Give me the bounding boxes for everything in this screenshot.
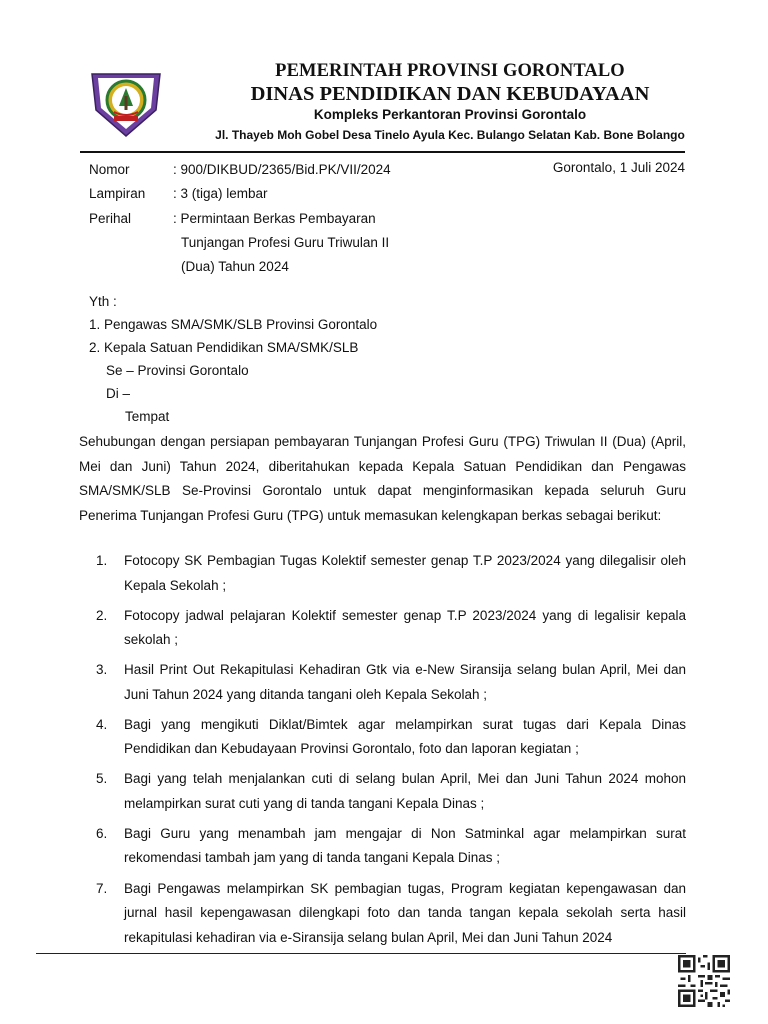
list-item (96, 877, 686, 951)
list-item-number: 3. (96, 662, 108, 678)
letter-meta (89, 157, 689, 280)
perihal-continuation-1: Tunjangan Profesi Guru Triwulan II (181, 234, 390, 250)
list-item (96, 822, 686, 871)
addressee-tempat: Tempat (125, 409, 170, 424)
list-item-text: Bagi yang telah menjalankan cuti di selang bulan April, Mei dan Juni Tahun 2024 mohon melampirkan surat cuti yang di tanda tangani Kepala Dinas ; (124, 771, 686, 811)
agency-name: DINAS PENDIDIKAN DAN KEBUDAYAAN (250, 83, 650, 105)
list-item-text: Fotocopy jadwal pelajaran Kolektif semester genap T.P 2023/2024 yang di legalisir kepala sekolah ; (124, 607, 686, 648)
lampiran-row (89, 182, 689, 207)
government-name: PEMERINTAH PROVINSI GORONTALO (275, 61, 625, 81)
perihal-row (89, 206, 689, 231)
letterhead-divider (80, 151, 685, 153)
perihal-label: Perihal (89, 210, 132, 226)
qr-code-icon (678, 955, 730, 1007)
requirements-list (96, 549, 686, 956)
list-item-text: Bagi yang mengikuti Diklat/Bimtek agar melampirkan surat tugas dari Kepala Dinas Pendidikan dan Kebudayaan Provinsi Gorontalo, foto dan laporan kegiatan ; (124, 716, 686, 757)
list-item-text: Bagi Guru yang menambah jam mengajar di Non Satminkal agar melampirkan surat rekomendasi tambah jam yang di tanda tangani Kepala Dinas ; (124, 825, 686, 866)
lampiran-value: : 3 (tiga) lembar (173, 186, 268, 202)
list-item (96, 767, 686, 816)
office-address: Jl. Thayeb Moh Gobel Desa Tinelo Ayula Kec. Bulango Selatan Kab. Bone Bolango (215, 128, 685, 142)
list-item-number: 2. (96, 607, 108, 623)
list-item (96, 713, 686, 762)
list-item-number: 7. (96, 880, 108, 896)
nomor-label: Nomor (89, 161, 130, 177)
list-item (96, 658, 686, 707)
footer-divider (36, 953, 686, 954)
perihal-continuation-2: (Dua) Tahun 2024 (181, 259, 289, 274)
list-item-number: 1. (96, 553, 108, 568)
addressee-di: Di – (106, 386, 131, 401)
addressee-block (89, 290, 377, 428)
yth-label: Yth : (89, 294, 117, 309)
list-item-number: 6. (96, 825, 108, 841)
addressee-item-1: 1. Pengawas SMA/SMK/SLB Provinsi Gorontalo (89, 317, 378, 332)
list-item-text: Hasil Print Out Rekapitulasi Kehadiran Gtk via e-New Siransija selang bulan April, Mei dan Juni Tahun 2024 yang ditanda tangani oleh Kepala Sekolah ; (124, 662, 686, 702)
list-item-number: 5. (96, 771, 108, 787)
list-item (96, 549, 686, 598)
nomor-value: : 900/DIKBUD/2365/Bid.PK/VII/2024 (173, 161, 391, 177)
addressee-region: Se – Provinsi Gorontalo (106, 363, 249, 378)
list-item-number: 4. (96, 716, 108, 732)
lampiran-label: Lampiran (89, 186, 146, 202)
province-emblem-logo (86, 66, 166, 138)
letter-date: Gorontalo, 1 Juli 2024 (552, 160, 685, 175)
intro-paragraph: Sehubungan dengan persiapan pembayaran Tunjangan Profesi Guru (TPG) Triwulan II (Dua) (April, Mei dan Juni) Tahun 2024, diberitahukan kepada Kepala Satuan Pendidikan dan Pengawas SMA/SMK/SLB Se-Provinsi Gorontalo untuk dapat menginformasikan kepada seluruh Guru Penerima Tunjangan Profesi Guru (TPG) untuk memasukan kelengkapan berkas sebagai berikut: (79, 434, 686, 523)
perihal-value: : Permintaan Berkas Pembayaran (173, 210, 376, 226)
list-item-text: Fotocopy SK Pembagian Tugas Kolektif semester genap T.P 2023/2024 yang dilegalisir oleh Kepala Sekolah ; (124, 553, 686, 593)
letterhead (180, 60, 720, 145)
office-complex: Kompleks Perkantoran Provinsi Gorontalo (313, 107, 587, 122)
addressee-item-2: 2. Kepala Satuan Pendidikan SMA/SMK/SLB (89, 340, 359, 355)
list-item-text: Bagi Pengawas melampirkan SK pembagian tugas, Program kegiatan kepengawasan dan jurnal hasil kepengawasan dilengkapi foto dan tanda tangan kepala sekolah serta hasil rekapitulasi kehadiran via e-Siransija selang bulan April, Mei dan Juni Tahun 2024 (124, 880, 686, 945)
list-item (96, 604, 686, 653)
